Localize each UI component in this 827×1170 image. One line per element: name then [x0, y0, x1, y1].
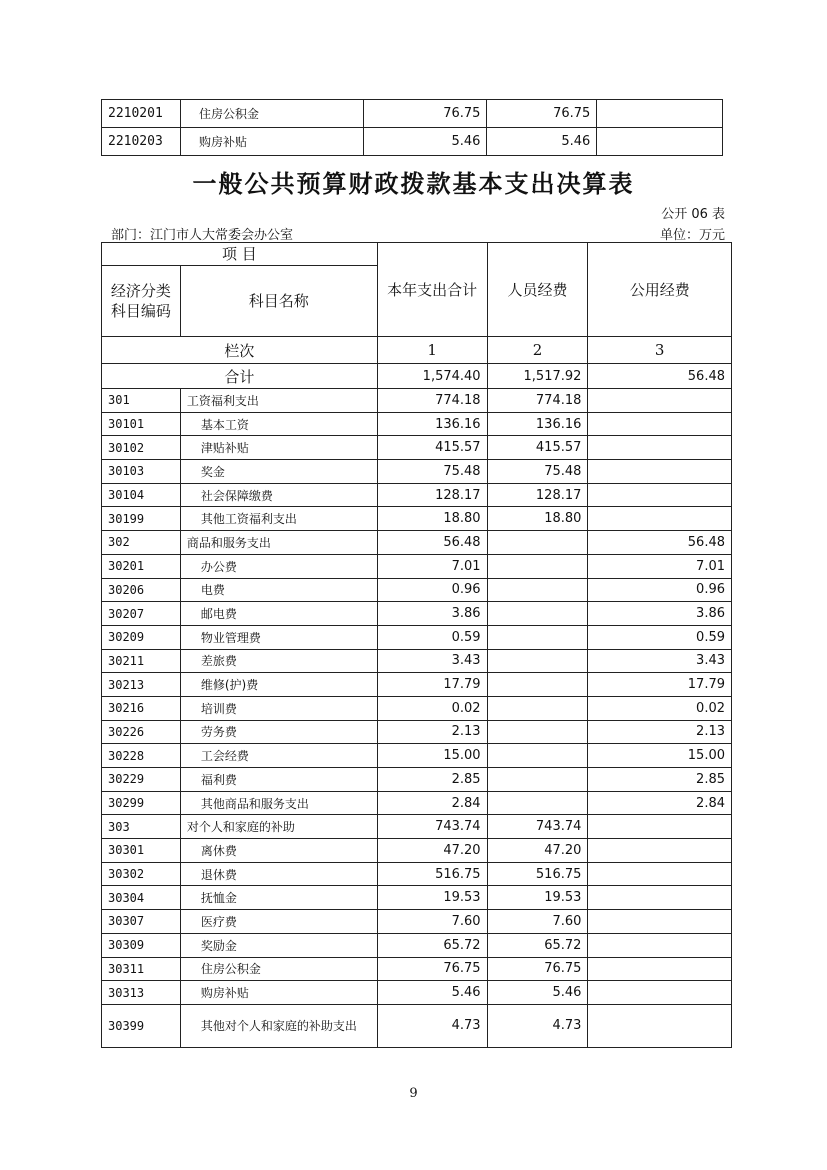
cell-personnel: [487, 625, 588, 649]
cell-total: 56.48: [377, 531, 487, 555]
cell-total: 0.96: [377, 578, 487, 602]
column-number-row: [102, 337, 732, 364]
cell-code: 30302: [102, 862, 181, 886]
cell-amount: 5.46: [487, 128, 597, 156]
cell-total: 128.17: [377, 483, 487, 507]
table-row: [102, 389, 732, 413]
cell-personnel: [487, 578, 588, 602]
cell-total: 5.46: [377, 981, 487, 1005]
sum-total: 1,574.40: [377, 364, 487, 389]
form-number: 公开 06 表: [661, 207, 725, 222]
sum-row: [102, 364, 732, 389]
cell-total: 47.20: [377, 839, 487, 863]
page-number: 9: [409, 1086, 418, 1101]
cell-personnel: [487, 554, 588, 578]
cell-code: 301: [102, 389, 181, 413]
cell-personnel: [487, 649, 588, 673]
header-public: 公用经费: [588, 243, 732, 337]
cell-personnel: 128.17: [487, 483, 588, 507]
cell-personnel: [487, 673, 588, 697]
table-row: [102, 839, 732, 863]
cell-name: 培训费: [180, 696, 377, 720]
table-row: [102, 625, 732, 649]
table-row: [102, 933, 732, 957]
cell-name: 办公费: [180, 554, 377, 578]
cell-total: 7.60: [377, 910, 487, 934]
cell-code: 30307: [102, 910, 181, 934]
cell-name: 奖励金: [180, 933, 377, 957]
cell-name: 差旅费: [180, 649, 377, 673]
row-label: 栏次: [102, 337, 378, 364]
cell-name: 工会经费: [180, 744, 377, 768]
cell-public: [588, 957, 732, 981]
cell-personnel: 516.75: [487, 862, 588, 886]
cell-total: 774.18: [377, 389, 487, 413]
table-row: [102, 768, 732, 792]
cell-total: 75.48: [377, 460, 487, 484]
cell-name: 医疗费: [180, 910, 377, 934]
cell-total: 3.86: [377, 602, 487, 626]
cell-code: 2210203: [102, 128, 181, 156]
cell-public: [588, 436, 732, 460]
cell-code: 30229: [102, 768, 181, 792]
cell-total: 136.16: [377, 412, 487, 436]
cell-amount: 5.46: [363, 128, 487, 156]
cell-public: [588, 862, 732, 886]
cell-code: 30213: [102, 673, 181, 697]
cell-total: 7.01: [377, 554, 487, 578]
cell-name: 劳务费: [180, 720, 377, 744]
cell-public: [588, 1004, 732, 1047]
cell-code: 30301: [102, 839, 181, 863]
cell-public: 0.02: [588, 696, 732, 720]
table-row: [102, 981, 732, 1005]
cell-code: 30206: [102, 578, 181, 602]
table-row: [102, 815, 732, 839]
cell-personnel: 47.20: [487, 839, 588, 863]
cell-public: [588, 412, 732, 436]
cell-public: 15.00: [588, 744, 732, 768]
cell-public: 7.01: [588, 554, 732, 578]
table-row: [102, 673, 732, 697]
cell-code: 30399: [102, 1004, 181, 1047]
cell-name: 津贴补贴: [180, 436, 377, 460]
cell-personnel: [487, 791, 588, 815]
cell-personnel: 743.74: [487, 815, 588, 839]
header-name: 科目名称: [180, 266, 377, 337]
cell-public: [588, 815, 732, 839]
cell-code: 30101: [102, 412, 181, 436]
cell-personnel: [487, 696, 588, 720]
header-row-item: [102, 243, 732, 266]
cell-public: [588, 886, 732, 910]
cell-public: 2.13: [588, 720, 732, 744]
table-row: [102, 957, 732, 981]
unit-label: 单位：万元: [659, 228, 725, 243]
cell-total: 76.75: [377, 957, 487, 981]
cell-name: 工资福利支出: [180, 389, 377, 413]
cell-personnel: 415.57: [487, 436, 588, 460]
header-item: 项 目: [102, 243, 378, 266]
cell-name: 其他对个人和家庭的补助支出: [180, 1004, 377, 1047]
cell-total: 3.43: [377, 649, 487, 673]
cell-public: 17.79: [588, 673, 732, 697]
table-row: [102, 460, 732, 484]
department-label: 部门：江门市人大常委会办公室: [111, 228, 294, 243]
header-total: 本年支出合计: [377, 243, 487, 337]
cell-personnel: 76.75: [487, 957, 588, 981]
cell-personnel: 774.18: [487, 389, 588, 413]
cell-code: 303: [102, 815, 181, 839]
expenditure-table: [101, 242, 732, 1048]
cell-code: 30199: [102, 507, 181, 531]
sum-label: 合计: [102, 364, 378, 389]
cell-total: 15.00: [377, 744, 487, 768]
cell-code: 30304: [102, 886, 181, 910]
table-row: [102, 696, 732, 720]
cell-name: 购房补贴: [180, 128, 363, 156]
table-row: [102, 128, 723, 156]
cell-name: 对个人和家庭的补助: [180, 815, 377, 839]
cell-name: 离休费: [180, 839, 377, 863]
cell-amount: 76.75: [363, 100, 487, 128]
page-title: 一般公共预算财政拨款基本支出决算表: [192, 170, 635, 198]
cell-personnel: [487, 531, 588, 555]
cell-amount: [597, 100, 723, 128]
table-row: [102, 602, 732, 626]
cell-total: 4.73: [377, 1004, 487, 1047]
cell-name: 抚恤金: [180, 886, 377, 910]
cell-code: 30201: [102, 554, 181, 578]
cell-name: 退休费: [180, 862, 377, 886]
cell-personnel: [487, 602, 588, 626]
table-row: [102, 744, 732, 768]
cell-amount: 76.75: [487, 100, 597, 128]
cell-public: 3.43: [588, 649, 732, 673]
cell-name: 其他商品和服务支出: [180, 791, 377, 815]
cell-name: 社会保障缴费: [180, 483, 377, 507]
cell-public: 3.86: [588, 602, 732, 626]
cell-code: 30228: [102, 744, 181, 768]
cell-personnel: 4.73: [487, 1004, 588, 1047]
cell-public: [588, 460, 732, 484]
cell-name: 基本工资: [180, 412, 377, 436]
cell-code: 30309: [102, 933, 181, 957]
continued-table: [101, 99, 723, 156]
cell-code: 30211: [102, 649, 181, 673]
table-row: [102, 100, 723, 128]
cell-name: 物业管理费: [180, 625, 377, 649]
cell-total: 2.85: [377, 768, 487, 792]
table-row: [102, 649, 732, 673]
cell-code: 30226: [102, 720, 181, 744]
cell-name: 其他工资福利支出: [180, 507, 377, 531]
cell-code: 30311: [102, 957, 181, 981]
cell-public: 0.59: [588, 625, 732, 649]
cell-code: 30102: [102, 436, 181, 460]
table-row: [102, 862, 732, 886]
sum-public: 56.48: [588, 364, 732, 389]
sum-personnel: 1,517.92: [487, 364, 588, 389]
cell-code: 2210201: [102, 100, 181, 128]
cell-code: 30207: [102, 602, 181, 626]
cell-personnel: [487, 720, 588, 744]
table-row: [102, 436, 732, 460]
col-number-1: 1: [377, 337, 487, 364]
cell-total: 18.80: [377, 507, 487, 531]
cell-code: 30313: [102, 981, 181, 1005]
cell-total: 17.79: [377, 673, 487, 697]
table-row: [102, 791, 732, 815]
cell-total: 743.74: [377, 815, 487, 839]
cell-public: [588, 933, 732, 957]
cell-personnel: 75.48: [487, 460, 588, 484]
table-row: [102, 1004, 732, 1047]
cell-code: 30103: [102, 460, 181, 484]
cell-total: 415.57: [377, 436, 487, 460]
cell-public: [588, 483, 732, 507]
cell-public: [588, 389, 732, 413]
table-row: [102, 554, 732, 578]
cell-code: 30216: [102, 696, 181, 720]
cell-public: 0.96: [588, 578, 732, 602]
cell-total: 2.84: [377, 791, 487, 815]
header-code: 经济分类科目编码: [102, 266, 181, 337]
table-row: [102, 507, 732, 531]
table-row: [102, 531, 732, 555]
cell-public: [588, 910, 732, 934]
cell-name: 维修(护)费: [180, 673, 377, 697]
cell-total: 0.02: [377, 696, 487, 720]
cell-code: 30299: [102, 791, 181, 815]
table-row: [102, 720, 732, 744]
table-row: [102, 412, 732, 436]
cell-name: 购房补贴: [180, 981, 377, 1005]
cell-personnel: 5.46: [487, 981, 588, 1005]
cell-personnel: [487, 768, 588, 792]
cell-name: 邮电费: [180, 602, 377, 626]
cell-name: 住房公积金: [180, 957, 377, 981]
cell-amount: [597, 128, 723, 156]
cell-code: 30209: [102, 625, 181, 649]
table-row: [102, 578, 732, 602]
cell-name: 福利费: [180, 768, 377, 792]
cell-total: 2.13: [377, 720, 487, 744]
cell-public: [588, 507, 732, 531]
cell-public: 2.85: [588, 768, 732, 792]
cell-code: 30104: [102, 483, 181, 507]
cell-name: 商品和服务支出: [180, 531, 377, 555]
cell-total: 516.75: [377, 862, 487, 886]
cell-public: [588, 839, 732, 863]
cell-total: 0.59: [377, 625, 487, 649]
cell-code: 302: [102, 531, 181, 555]
cell-personnel: 65.72: [487, 933, 588, 957]
cell-personnel: 7.60: [487, 910, 588, 934]
cell-total: 19.53: [377, 886, 487, 910]
col-number-2: 2: [487, 337, 588, 364]
cell-total: 65.72: [377, 933, 487, 957]
cell-personnel: 19.53: [487, 886, 588, 910]
table-row: [102, 910, 732, 934]
cell-name: 住房公积金: [180, 100, 363, 128]
col-number-3: 3: [588, 337, 732, 364]
cell-personnel: [487, 744, 588, 768]
cell-public: 56.48: [588, 531, 732, 555]
cell-public: [588, 981, 732, 1005]
cell-name: 电费: [180, 578, 377, 602]
cell-personnel: 136.16: [487, 412, 588, 436]
cell-personnel: 18.80: [487, 507, 588, 531]
table-row: [102, 886, 732, 910]
cell-public: 2.84: [588, 791, 732, 815]
cell-name: 奖金: [180, 460, 377, 484]
header-personnel: 人员经费: [487, 243, 588, 337]
table-row: [102, 483, 732, 507]
